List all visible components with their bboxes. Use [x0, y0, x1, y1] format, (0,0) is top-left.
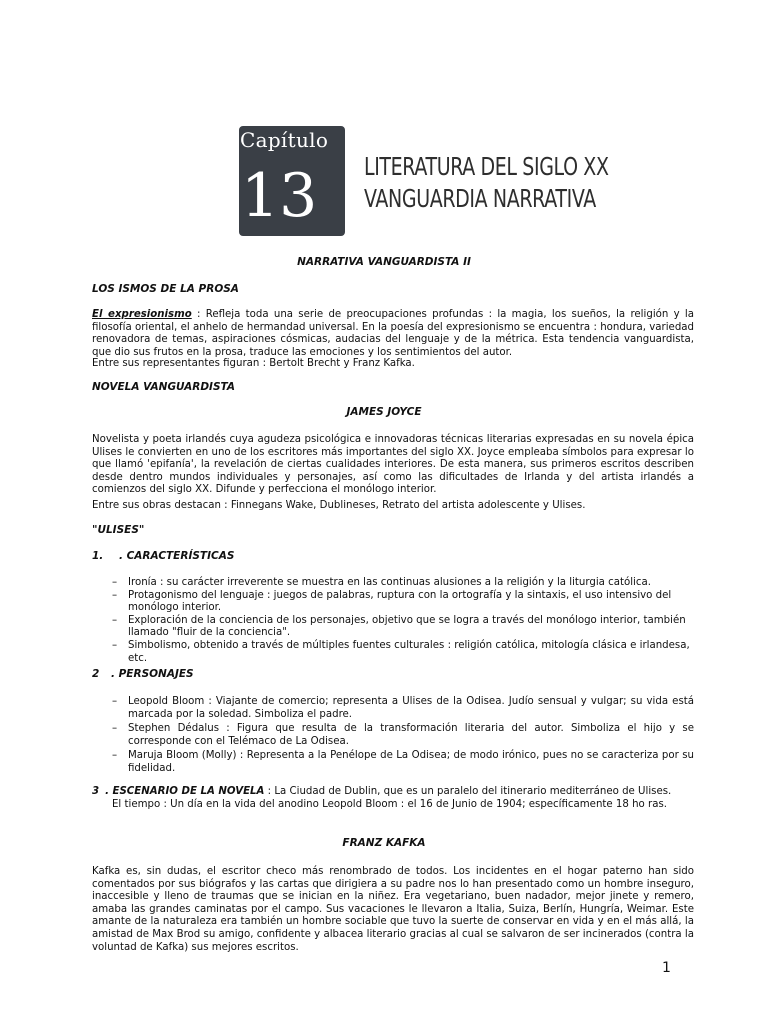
joyce-heading: JAMES JOYCE	[346, 406, 422, 418]
chapter-number: 13	[241, 161, 318, 231]
expresionismo-paragraph	[92, 309, 694, 359]
escenario-time: El tiempo : Un día en la vida del anodino Leopold Bloom : el 16 de Junio de 1904; específicamente 18 ho ras.	[112, 798, 668, 810]
kafka-paragraph: Kafka es, sin dudas, el escritor checo más renombrado de todos. Los incidentes en el hogar paterno han sido comentados por sus biógrafos y las cartas que dirigiera a su padre nos lo han presentado como un hombre inseguro, inaccesible y lleno de traumas que se inician en la niñez. Era vegetariano, buen nadador, mejor jinete y remero, amaba las grandes caminatas por el campo. Sus vacaciones le llevaron a Italia, Suiza, Berlín, Hungría, Weimar. Este amante de la naturaleza era también un hombre sociable que tuvo la suerte de conservar en vida y en el más allá, la amistad de Max Brod su amigo, confidente y albacea literario gracias al cual se salvaron de ser incinerados (contra la voluntad de Kafka) sus mejores escritos.	[92, 866, 694, 953]
characters-list	[92, 696, 694, 776]
title-line-1: LITERATURA DEL SIGLO XX	[364, 152, 609, 181]
section-label: . ESCENARIO DE LA NOVELA	[105, 786, 265, 797]
joyce-works: Entre sus obras destacan : Finnegans Wake, Dublineses, Retrato del artista adolescente y Ulises.	[92, 500, 586, 511]
list-item: – Maruja Bloom (Molly) : Representa a la Penélope de La Odisea; de modo irónico, pues no se caracteriza por su fidelidad.	[92, 750, 694, 775]
ulises-heading: "ULISES"	[92, 524, 145, 536]
chapter-badge	[239, 126, 345, 236]
characteristics-list	[92, 577, 694, 665]
escenario-block	[92, 786, 702, 811]
personajes-heading	[92, 668, 194, 680]
joyce-paragraph: Novelista y poeta irlandés cuya agudeza psicológica e innovadoras técnicas literarias expresadas en su novela épica Ulises le convierten en uno de los escritores más importantes del siglo XX. Joyce empleaba símbolos para expresar lo que llamó 'epifanía', la revelación de ciertas cualidades interiores. De esta manera, sus primeros escritos describen desde dentro mundos individuales y personajes, así como las dificultades de Irlanda y del artista irlandés a comienzos del siglo XX. Difunde y perfecciona el monólogo interior.	[92, 434, 694, 496]
kafka-heading: FRANZ KAFKA	[342, 837, 426, 849]
page-title	[364, 151, 609, 215]
list-item: – Simbolismo, obtenido a través de múltiples fuentes culturales : religión católica, mitología clásica e irlandesa, etc.	[92, 640, 694, 665]
expresionismo-text: : Refleja toda una serie de preocupaciones profundas : la magia, los sueños, la religión y la filosofía oriental, el anhelo de hermandad universal. En la poesía del expresionismo se encuentra : hondura, variedad renovadora de temas, aspiraciones cósmicas, audacias del lenguaje y de la métrica. Esta tendencia vanguardista, que dio sus frutos en la prosa, traduce las emociones y los sentimientos del autor.	[92, 309, 694, 358]
escenario-line	[92, 786, 702, 799]
page-number: 1	[662, 960, 671, 976]
list-item: – Protagonismo del lenguaje : juegos de palabras, ruptura con la ortografía y la sintaxis, el uso intensivo del monólogo interior.	[92, 590, 694, 615]
section-number: 3	[92, 786, 100, 797]
chapter-label: Capítulo	[240, 128, 329, 152]
characteristics-heading	[92, 550, 234, 562]
representatives-line: Entre sus representantes figuran : Bertolt Brecht y Franz Kafka.	[92, 358, 415, 369]
section-title: NARRATIVA VANGUARDISTA II	[297, 256, 471, 268]
section-number: 1.	[92, 550, 104, 562]
escenario-text: : La Ciudad de Dublin, que es un paralelo del itinerario mediterráneo de Ulises.	[264, 786, 672, 797]
novela-heading: NOVELA VANGUARDISTA	[92, 381, 235, 393]
ismos-heading: LOS ISMOS DE LA PROSA	[92, 283, 239, 295]
list-item: – Ironía : su carácter irreverente se muestra en las continuas alusiones a la religión y la liturgia católica.	[92, 577, 694, 590]
section-label: . CARACTERÍSTICAS	[118, 550, 235, 562]
list-item: – Leopold Bloom : Viajante de comercio; representa a Ulises de la Odisea. Judío sensual y vulgar; su vida está marcada por la soledad. Simboliza el padre.	[92, 696, 694, 721]
list-item: – Stephen Dédalus : Figura que resulta de la transformación literaria del autor. Simboliza el hijo y se corresponde con el Telémaco de La Odisea.	[92, 723, 694, 748]
title-line-2: VANGUARDIA NARRATIVA	[364, 184, 596, 213]
section-label: . PERSONAJES	[110, 668, 194, 680]
expresionismo-term: El expresionismo	[92, 309, 192, 320]
section-number: 2	[92, 668, 100, 680]
list-item: – Exploración de la conciencia de los personajes, objetivo que se logra a través del monólogo interior, también llamado "fluir de la conciencia".	[92, 615, 694, 640]
